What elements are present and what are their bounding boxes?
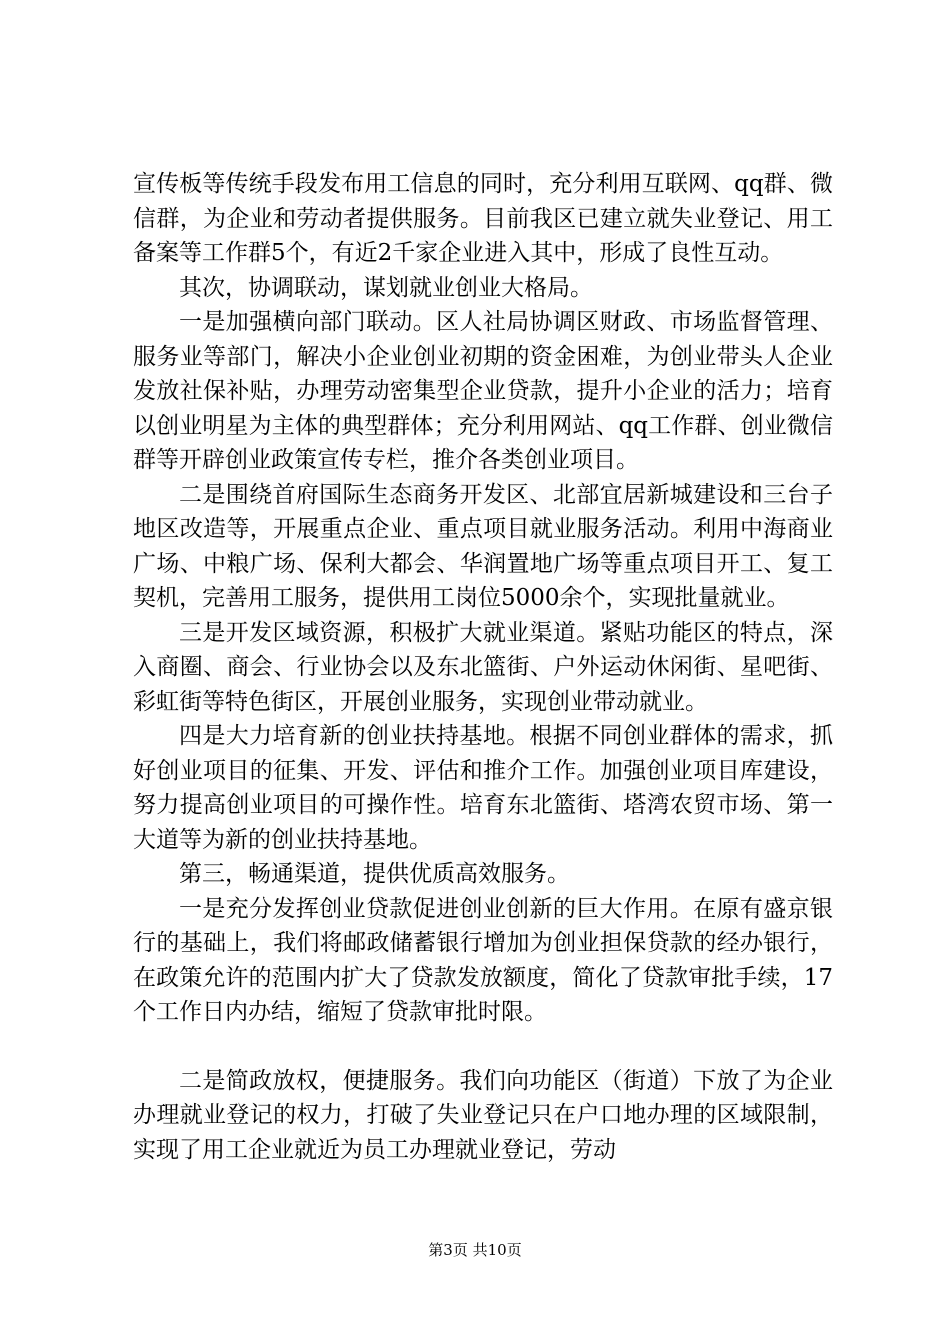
paragraph-1: 宣传板等传统手段发布用工信息的同时，充分利用互联网、qq群、微信群，为企业和劳动者提供服务。目前我区已建立就失业登记、用工备案等工作群5个，有近2千家企业进入其中，形成了良性互动。 (133, 171, 833, 266)
paragraph-9: 二是简政放权，便捷服务。我们向功能区（街道）下放了为企业办理就业登记的权力，打破了失业登记只在户口地办理的区域限制，实现了用工企业就近为员工办理就业登记，劳动 (133, 1067, 833, 1163)
paragraph-2: 其次，协调联动，谋划就业创业大格局。 (179, 274, 593, 301)
page-number-footer: 第3页 共10页 (428, 1241, 522, 1259)
paragraph-7: 第三，畅通渠道，提供优质高效服务。 (179, 861, 570, 887)
document-body (133, 167, 833, 1167)
paragraph-5: 三是开发区域资源，积极扩大就业渠道。紧贴功能区的特点，深入商圈、商会、行业协会以及东北篮街、户外运动休闲街、星吧街、彩虹街等特色街区，开展创业服务，实现创业带动就业。 (133, 619, 833, 715)
paragraph-6: 四是大力培育新的创业扶持基地。根据不同创业群体的需求，抓好创业项目的征集、开发、评估和推介工作。加强创业项目库建设，努力提高创业项目的可操作性。培育东北篮街、塔湾农贸市场、第一大道等为新的创业扶持基地。 (133, 723, 833, 853)
paragraph-4: 二是围绕首府国际生态商务开发区、北部宜居新城建设和三台子地区改造等，开展重点企业、重点项目就业服务活动。利用中海商业广场、中粮广场、保利大都会、华润置地广场等重点项目开工、复工契机，完善用工服务，提供用工岗位5000余个，实现批量就业。 (133, 481, 833, 611)
paragraph-3: 一是加强横向部门联动。区人社局协调区财政、市场监督管理、服务业等部门，解决小企业创业初期的资金困难，为创业带头人企业发放社保补贴，办理劳动密集型企业贷款，提升小企业的活力；培育以创业明星为主体的典型群体；充分利用网站、qq工作群、创业微信群等开辟创业政策宣传专栏，推介各类创业项目。 (133, 309, 833, 473)
paragraph-8: 一是充分发挥创业贷款促进创业创新的巨大作用。在原有盛京银行的基础上，我们将邮政储蓄银行增加为创业担保贷款的经办银行，在政策允许的范围内扩大了贷款发放额度，简化了贷款审批手续，17个工作日内办结，缩短了贷款审批时限。 (133, 895, 833, 1025)
